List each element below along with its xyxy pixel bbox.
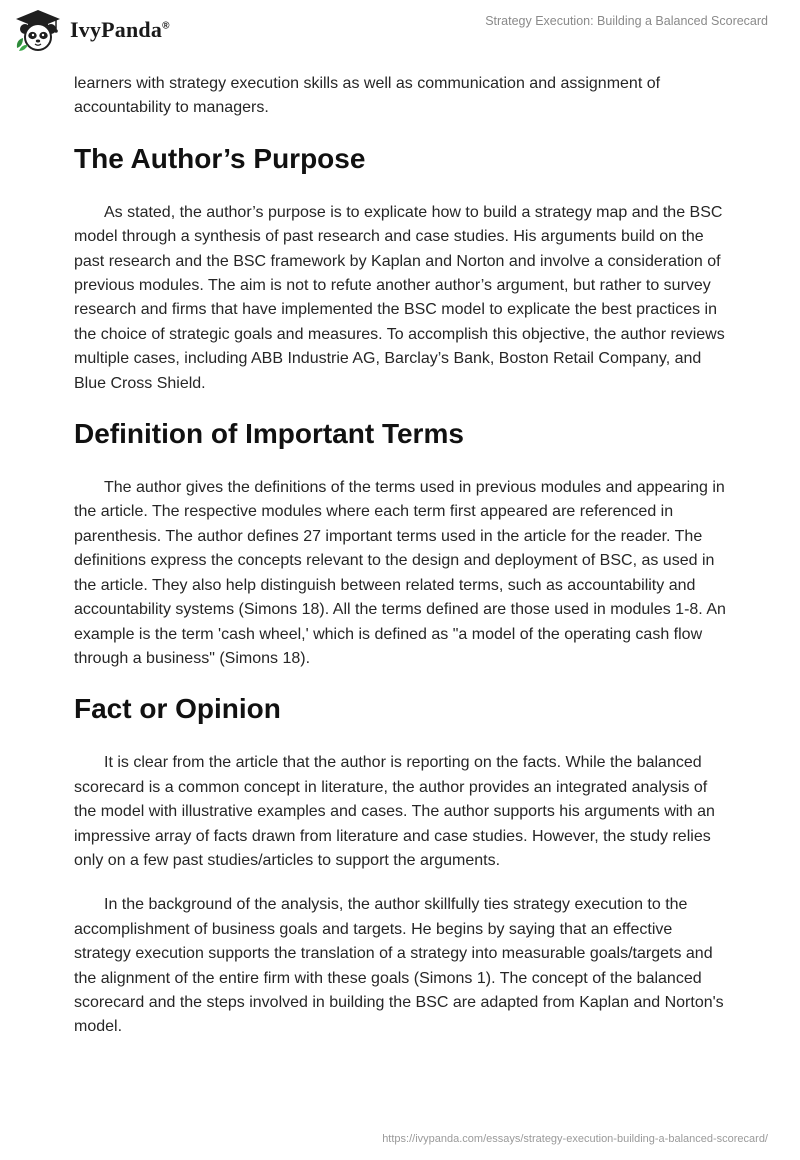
- page-header: [0, 0, 800, 64]
- panda-graduate-icon: [14, 8, 62, 52]
- ivypanda-logo[interactable]: [14, 8, 170, 52]
- intro-paragraph: learners with strategy execution skills as well as communication and assignment of accountability to managers.: [74, 75, 661, 117]
- logo-wordmark: IvyPanda®: [70, 17, 170, 42]
- source-url[interactable]: https://ivypanda.com/essays/strategy-execution-building-a-balanced-scorecard/: [382, 1133, 768, 1145]
- paragraph: It is clear from the article that the author is reporting on the facts. While the balanced scorecard is a common concept in literature, the author provides an integrated analysis of the model with illustrative examples and cases. The author supports his arguments with an impressive array of facts drawn from literature and case studies. However, the study relies only on a few past studies/articles to support the arguments.: [74, 754, 715, 869]
- paragraph: As stated, the author’s purpose is to explicate how to build a strategy map and the BSC model through a synthesis of past research and case studies. His arguments build on the past research and the BSC framework by Kaplan and Norton and involve a consideration of previous modules. The aim is not to refute another author’s argument, but rather to survey research and firms that have implemented the BSC model to explicate the best practices in the choice of strategic goals and measures. To accomplish this objective, the author reviews multiple cases, including ABB Industrie AG, Barclay’s Bank, Boston Retail Company, and Blue Cross Shield.: [74, 203, 725, 392]
- document-title: Strategy Execution: Building a Balanced Scorecard: [485, 14, 768, 28]
- paragraph: In the background of the analysis, the author skillfully ties strategy execution to the accomplishment of business goals and targets. He begins by saying that an effective strategy execution supports the translation of a strategy into measurable goals/targets and the alignment of the entire firm with these goals (Simons 1). The concept of the balanced scorecard and the steps involved in building the BSC are adapted from Kaplan and Norton's model.: [74, 896, 724, 1036]
- essay-body: [74, 72, 726, 1052]
- section-heading-definition-of-terms: Definition of Important Terms: [74, 418, 464, 450]
- section-heading-fact-or-opinion: Fact or Opinion: [74, 693, 281, 725]
- section-heading-authors-purpose: The Author’s Purpose: [74, 142, 366, 174]
- paragraph: The author gives the definitions of the terms used in previous modules and appearing in the article. The respective modules where each term first appeared are referenced in parenthesis. The author defines 27 important terms used in the article for the reader. The definitions express the concepts relevant to the design and deployment of BSC, as used in the article. They also help distinguish between related terms, such as accountability and accountability systems (Simons 18). All the terms defined are those used in modules 1-8. An example is the term 'cash wheel,' which is defined as "a model of the operating cash flow through a business" (Simons 18).: [74, 479, 726, 667]
